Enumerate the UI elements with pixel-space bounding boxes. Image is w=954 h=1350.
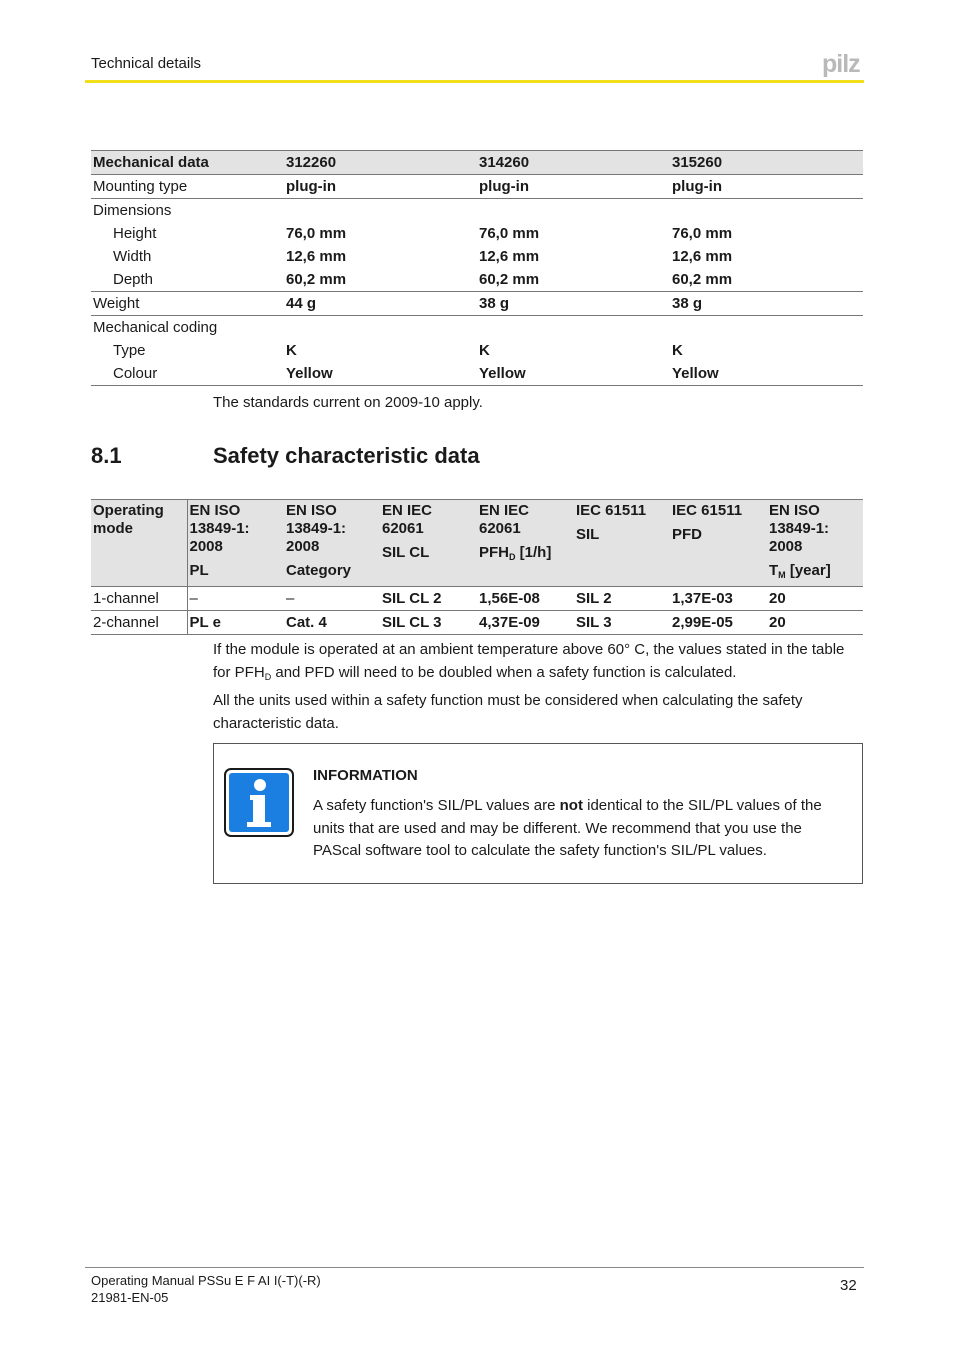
row-label: Weight <box>91 292 284 316</box>
cell: Yellow <box>477 362 670 386</box>
cell: 1,37E-03 <box>670 587 767 611</box>
units-note: All the units used within a safety function must be considered when calculating the safety characteristic data. <box>213 692 803 732</box>
cell: SIL 2 <box>574 587 670 611</box>
row-label: Mechanical coding <box>93 319 218 336</box>
row-label: Depth <box>91 268 284 292</box>
table-row <box>91 268 863 292</box>
table-row <box>91 292 863 316</box>
cell: 76,0 mm <box>672 225 733 242</box>
column-header: EN IEC 62061 SIL CL <box>380 500 477 587</box>
cell: 1,56E-08 <box>477 587 574 611</box>
table-row <box>91 199 863 223</box>
cell: 60,2 mm <box>670 268 863 292</box>
cell: 4,37E-09 <box>477 611 574 635</box>
information-title: INFORMATION <box>313 767 418 784</box>
column-header: EN IEC 62061 $PFH_D$ [1/h] <box>477 500 574 587</box>
column-header: Operating mode <box>91 500 187 587</box>
table-row <box>91 587 863 611</box>
information-text: A safety function's SIL/PL values are not identical to the SIL/PL values of the units that are used and may be different. We recommend that you use the PAScal software tool to calculate the safety function's SIL/PL values. <box>313 797 822 859</box>
column-header: 314260 <box>477 151 670 175</box>
table-header-row <box>91 500 863 587</box>
row-label: Mounting type <box>91 175 284 199</box>
cell: – <box>187 587 284 611</box>
column-header: IEC 61511 SIL <box>574 500 670 587</box>
header-rule <box>85 80 864 83</box>
row-label: Colour <box>91 362 284 386</box>
table-row <box>91 222 863 245</box>
header-title: Technical details <box>91 55 202 72</box>
cell: SIL CL 3 <box>380 611 477 635</box>
cell: 12,6 mm <box>479 248 540 265</box>
cell: Cat. 4 <box>284 611 380 635</box>
mechanical-data-table <box>91 150 863 386</box>
cell: 60,2 mm <box>284 268 477 292</box>
cell: 12,6 mm <box>672 248 733 265</box>
footer-document-number: 21981-EN-05 <box>91 1290 169 1305</box>
cell: K <box>479 342 490 359</box>
cell: 20 <box>767 587 863 611</box>
cell: SIL 3 <box>574 611 670 635</box>
cell: 20 <box>767 611 863 635</box>
info-icon <box>224 768 294 837</box>
column-header: EN ISO 13849-1: 2008 $T_M$ [year] <box>767 500 863 587</box>
footer-manual-title: Operating Manual PSSu E F AI I(-T)(-R) <box>91 1273 321 1288</box>
cell: Yellow <box>670 362 863 386</box>
cell: K <box>672 342 683 359</box>
cell: 12,6 mm <box>286 248 347 265</box>
column-header: EN ISO 13849-1: 2008 PL <box>187 500 284 587</box>
cell: PL e <box>187 611 284 635</box>
table-row <box>91 611 863 635</box>
cell: 44 g <box>284 292 477 316</box>
column-header: EN ISO 13849-1: 2008 Category <box>284 500 380 587</box>
temperature-note: If the module is operated at an ambient temperature above 60° C, the values stated in the table for $PFH_D$ and PFD will need to be doubled when a safety function is calculated. <box>213 641 845 682</box>
cell: 38 g <box>477 292 670 316</box>
cell: plug-in <box>284 175 477 199</box>
cell: 76,0 mm <box>479 225 540 242</box>
cell: – <box>284 587 380 611</box>
table-row <box>91 339 863 362</box>
row-label: Dimensions <box>93 202 172 219</box>
cell: SIL CL 2 <box>380 587 477 611</box>
safety-data-table <box>91 499 863 635</box>
row-label: 1-channel <box>91 587 187 611</box>
column-header: Mechanical data <box>91 151 284 175</box>
column-header: 315260 <box>670 151 863 175</box>
table-row <box>91 175 863 199</box>
row-label: Type <box>113 342 146 359</box>
table-row <box>91 245 863 268</box>
column-header: 312260 <box>284 151 477 175</box>
cell: 76,0 mm <box>286 225 347 242</box>
footer-rule <box>85 1267 864 1268</box>
cell: plug-in <box>670 175 863 199</box>
section-title: Safety characteristic data <box>213 443 480 468</box>
pilz-logo: pilz <box>822 50 860 78</box>
section-number: 8.1 <box>91 443 122 468</box>
row-label: 2-channel <box>91 611 187 635</box>
row-label: Width <box>113 248 152 265</box>
cell: 60,2 mm <box>477 268 670 292</box>
table-row <box>91 362 863 386</box>
table-header-row <box>91 151 863 175</box>
standards-note: The standards current on 2009-10 apply. <box>213 394 483 411</box>
cell: 38 g <box>670 292 863 316</box>
cell: plug-in <box>477 175 670 199</box>
column-header: IEC 61511 PFD <box>670 500 767 587</box>
table-row <box>91 316 863 340</box>
cell: Yellow <box>284 362 477 386</box>
page-number: 32 <box>840 1277 857 1294</box>
cell: K <box>286 342 297 359</box>
cell: 2,99E-05 <box>670 611 767 635</box>
row-label: Height <box>113 225 157 242</box>
